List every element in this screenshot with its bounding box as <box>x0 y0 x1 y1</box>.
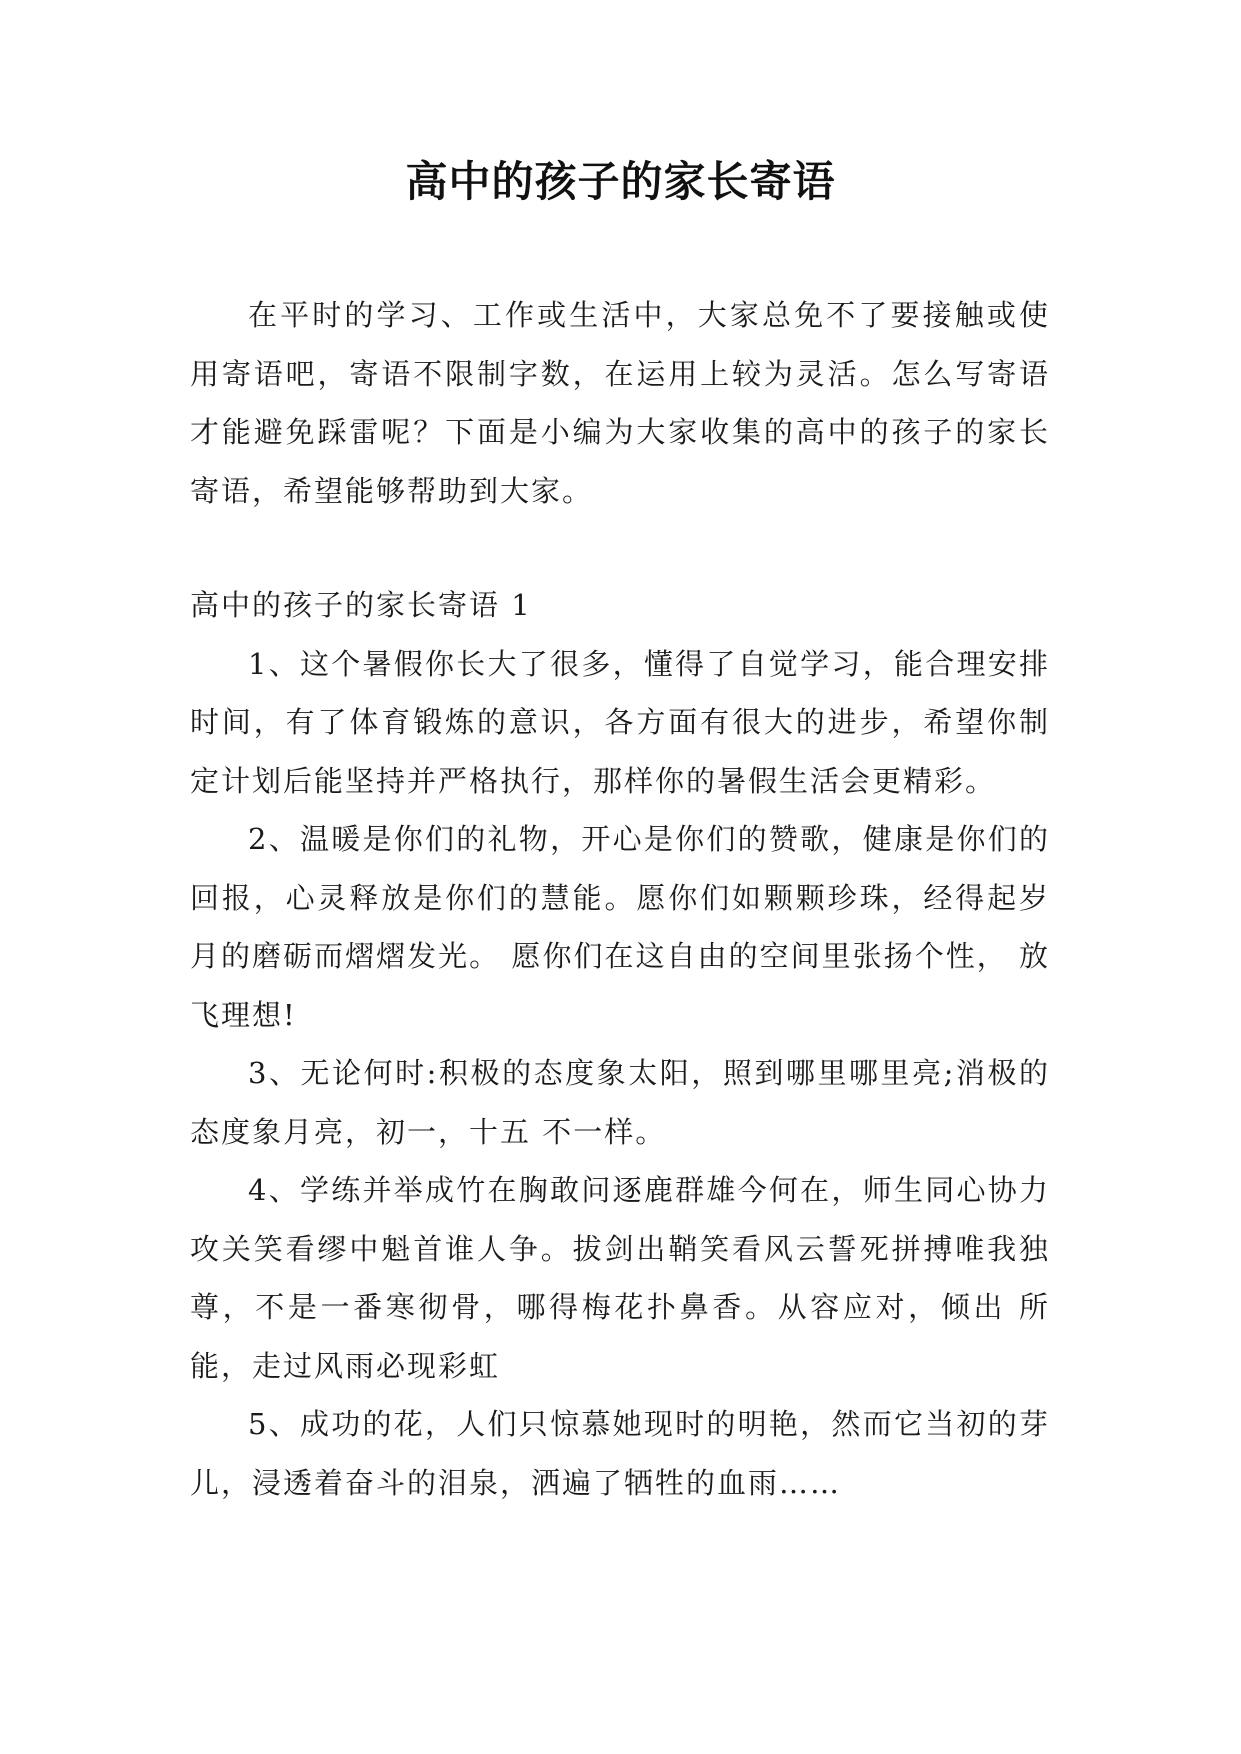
intro-paragraph: 在平时的学习、工作或生活中，大家总免不了要接触或使用寄语吧，寄语不限制字数，在运用上较为灵活。怎么写寄语才能避免踩雷呢？下面是小编为大家收集的高中的孩子的家长寄语，希望能够帮助到大家。 <box>190 298 1050 508</box>
list-item: 4、学练并举成竹在胸敢问逐鹿群雄今何在，师生同心协力攻关笑看缪中魁首谁人争。拔剑出鞘笑看风云誓死拼搏唯我独尊，不是一番寒彻骨，哪得梅花扑鼻香。从容应对，倾出 所能，走过风雨必现彩虹 <box>190 1173 1050 1383</box>
list-item: 3、无论何时:积极的态度象太阳，照到哪里哪里亮;消极的态度象月亮，初一，十五 不一样。 <box>190 1056 1050 1149</box>
document-title: 高中的孩子的家长寄语 <box>405 157 836 206</box>
section-heading: 高中的孩子的家长寄语 1 <box>190 588 532 622</box>
document-body <box>190 286 1050 1512</box>
list-item: 1、这个暑假你长大了很多，懂得了自觉学习，能合理安排时间，有了体育锻炼的意识，各方面有很大的进步，希望你制定计划后能坚持并严格执行，那样你的暑假生活会更精彩。 <box>190 646 1050 798</box>
list-item: 5、成功的花，人们只惊慕她现时的明艳，然而它当初的芽儿，浸透着奋斗的泪泉，洒遍了牺牲的血雨…… <box>190 1407 1050 1500</box>
list-item: 2、温暖是你们的礼物，开心是你们的赞歌，健康是你们的回报，心灵释放是你们的慧能。愿你们如颗颗珍珠，经得起岁月的磨砺而熠熠发光。 愿你们在这自由的空间里张扬个性， 放飞理想! <box>190 822 1050 1032</box>
